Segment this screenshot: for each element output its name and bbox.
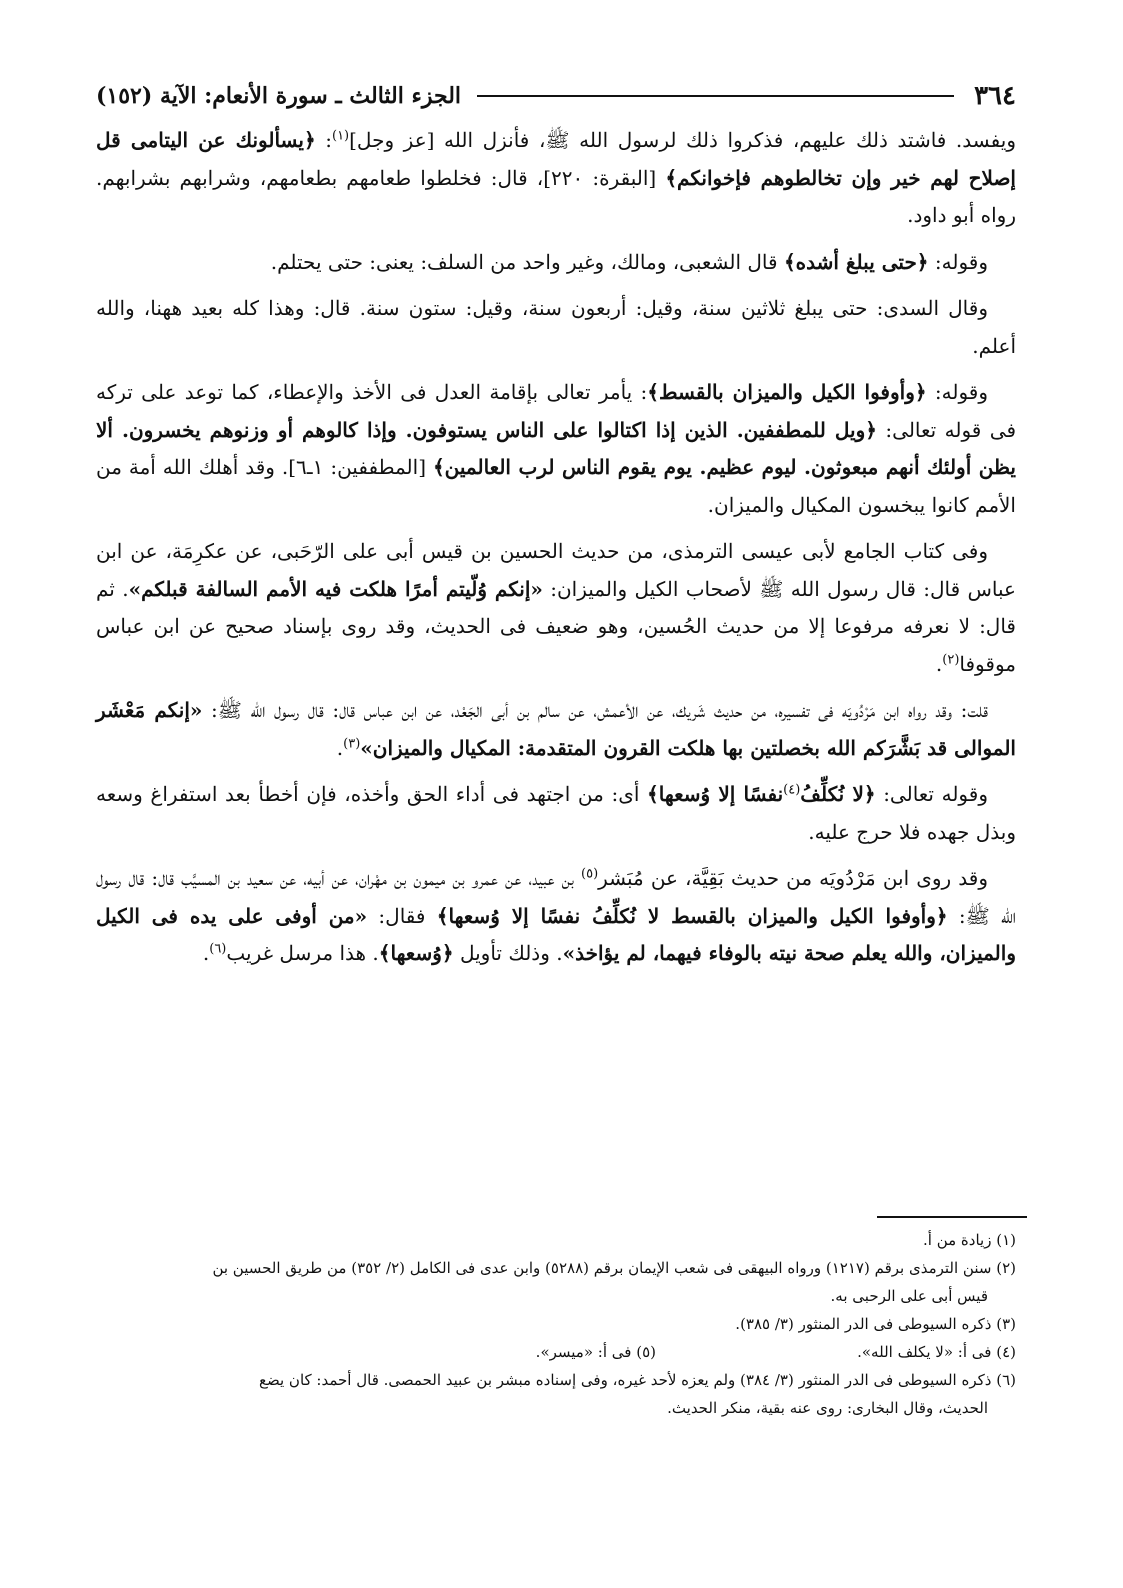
hadith-quote: «إنكم مَعْشَر الموالى قد بَشَّرَكم الله بخصلتين بها هلكت القرون المتقدمة: المكيال والميزان» (96, 698, 1016, 760)
text-run: . (202, 941, 210, 965)
text-run: قلت: وقد رواه ابن مَرْدُويَه فى تفسيره، من حديث شَريك، عن الأعمش، عن سالم بن أبى الجَعْد، عن ابن عباس قال: قال رسول الله ﷺ: (202, 698, 988, 722)
text-run: فقال: (367, 903, 437, 928)
footnote-ref: (٦) (209, 941, 227, 957)
paragraph-4 (96, 374, 1016, 524)
text-run: . (935, 651, 943, 676)
quran-quote: ﴿وأوفوا الكيل والميزان بالقسط﴾ (647, 380, 927, 404)
paragraph-5 (96, 533, 1016, 683)
paragraph-6 (96, 692, 1016, 767)
text-run: [البقرة: ٢٢٠]، قال: فخلطوا طعامهم بطعامهم، وشرابهم بشرابهم. رواه أبو داود. (96, 165, 1016, 227)
footnote-ref: (١) (331, 128, 350, 144)
text-run: ويفسد. فاشتد ذلك عليهم، فذكروا ذلك لرسول الله ﷺ، فأنزل الله [عز وجل] (349, 128, 1016, 152)
text-run: . (336, 735, 344, 760)
footnotes (96, 1226, 1016, 1422)
footnote-ref: (٥) (581, 866, 599, 882)
quran-quote: ﴿لا نُكلِّفُ (800, 782, 876, 806)
footnote-row-4-5 (96, 1338, 1016, 1366)
quran-quote: نفسًا إلا وُسعها﴾ (647, 782, 784, 806)
quran-quote: ﴿يسألونك عن اليتامى قل إصلاح لهم خير وإن تخالطوهم فإخوانكم﴾ (96, 128, 1016, 190)
paragraph-8 (96, 860, 1016, 973)
running-title: الجزء الثالث ـ سورة الأنعام: الآية (١٥٢) (96, 83, 462, 109)
footnote-5: (٥) فى أ: «ميسر». (535, 1343, 656, 1361)
text-run: وقوله: (926, 380, 988, 404)
footnote-2-continued: قيس أبى على الرحبى به. (830, 1287, 988, 1305)
text-run: : يأمر تعالى بإقامة العدل فى الأخذ والإعطاء، كما توعد على تركه فى قوله تعالى: (96, 380, 1017, 442)
text-run: أى: من اجتهد فى أداء الحق وأخذه، فإن أخطأ بعد استفراغ وسعه وبذل جهده فلا حرج عليه. (96, 782, 1016, 844)
text-run: بن عبيد، عن عمرو بن ميمون بن مهْران، عن أبيه، عن سعيد بن المسيَّب قال: قال رسول الله ﷺ: (96, 866, 1016, 928)
footnote-3: (٣) ذكره السيوطى فى الدر المنثور (٣/ ٣٨٥). (735, 1315, 1016, 1333)
header-rule (477, 95, 954, 97)
quran-quote: ﴿ويل للمطففين. الذين إذا اكتالوا على الناس يستوفون. وإذا كالوهم أو وزنوهم يخسرون. ألا يظن أولئك أنهم مبعوثون. ليوم عظيم. يوم يقوم الناس لرب العالمين﴾ (96, 417, 1016, 479)
text-run: [المطففين: ١ـ٦]. وقد أهلك الله أمة من الأمم كانوا يبخسون المكيال والميزان. (96, 455, 1016, 517)
text-run: : (315, 128, 332, 152)
text-run: . هذا مرسل غريب (226, 941, 379, 965)
text-run: وقد روى ابن مَرْدُويَه من حديث بَقِيَّة، عن مُبَشر (598, 866, 988, 890)
footnote-ref: (٢) (942, 651, 960, 667)
quran-quote: ﴿حتى يبلغ أشده﴾ (783, 249, 929, 274)
footnote-separator (877, 1216, 1027, 1218)
text-run: . وذلك تأويل (453, 941, 563, 965)
text-run: وقوله: (928, 249, 988, 274)
footnote-ref: (٣) (343, 735, 361, 751)
page-number: ٣٦٤ (974, 81, 1016, 111)
running-header (96, 76, 1016, 116)
footnote-2: (٢) سنن الترمذى برقم (١٢١٧) ورواه البيهقى فى شعب الإيمان برقم (٥٢٨٨) وابن عدى فى الكامل (٢/ ٣٥٢) من طريق الحسين بن (212, 1259, 1016, 1277)
paragraph-2 (96, 244, 1016, 282)
quran-quote: ﴿وُسعها﴾ (378, 941, 454, 965)
footnote-6-continued: الحديث، وقال البخارى: روى عنه بقية، منكر الحديث. (667, 1399, 988, 1417)
paragraph-1 (96, 122, 1016, 235)
footnote-ref: (٤) (783, 782, 801, 798)
text-run: قال الشعبى، ومالك، وغير واحد من السلف: يعنى: حتى يحتلم. (270, 249, 784, 274)
footnote-4: (٤) فى أ: «لا يكلف الله». (857, 1343, 1016, 1361)
paragraph-3: وقال السدى: حتى يبلغ ثلاثين سنة، وقيل: أربعون سنة، وقيل: ستون سنة. قال: وهذا كله بعيد ههنا، والله أعلم. (96, 296, 1016, 358)
footnote-6: (٦) ذكره السيوطى فى الدر المنثور (٣/ ٣٨٤) ولم يعزه لأحد غيره، وفى إسناده مبشر بن عبيد الحمصى. قال أحمد: كان يضع (259, 1371, 1016, 1389)
hadith-quote: «إنكم وُلّيتم أمرًا هلكت فيه الأمم السالفة قبلكم» (128, 576, 543, 601)
main-text (96, 122, 1016, 982)
hadith-quote: «من أوفى على يده فى الكيل والميزان، والله يعلم صحة نيته بالوفاء فيهما، لم يؤاخذ» (96, 903, 1016, 965)
paragraph-7 (96, 776, 1016, 851)
footnote-1: (١) زيادة من أ. (923, 1231, 1016, 1249)
text-run: وقوله تعالى: (875, 782, 988, 806)
text-run: وفى كتاب الجامع لأبى عيسى الترمذى، من حديث الحسين بن قيس أبى على الرّحَبى، عن عكرِمَة، عن ابن عباس قال: قال رسول الله ﷺ لأصحاب الكيل والميزان: (96, 539, 1016, 601)
quran-quote: ﴿وأوفوا الكيل والميزان بالقسط لا نُكلِّفُ نفسًا إلا وُسعها﴾ (436, 903, 948, 928)
text-run: . ثم قال: لا نعرفه مرفوعا إلا من حديث الحُسين، وهو ضعيف فى الحديث، وقد روى بإسناد صحيح عن ابن عباس موقوفا (96, 576, 1016, 676)
